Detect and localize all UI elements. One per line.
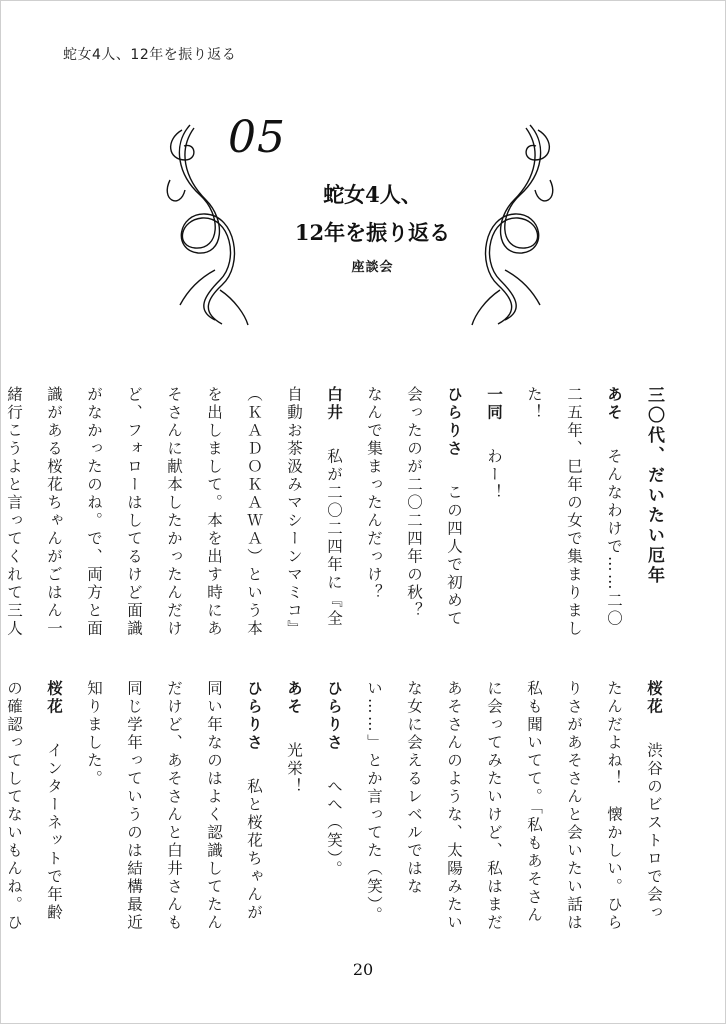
- speaker-name: ひらりさ: [245, 680, 264, 752]
- dialogue-line: [274, 680, 314, 932]
- dialogue-line: [474, 386, 514, 638]
- speaker-name: 白井: [325, 386, 344, 422]
- dialogue-text: この四人で初めて会ったのが二〇二四年の秋？ なんで集まったんだっけ？: [365, 386, 463, 638]
- dialogue-line: [354, 680, 674, 932]
- body-text-upper: [5, 386, 674, 638]
- dialogue-line: [354, 386, 474, 638]
- speaker-name: あそ: [285, 680, 304, 716]
- dialogue-text: 私が二〇二四年に『全自動お茶汲みマシーンマミコ』（ＫＡＤＯＫＡＷＡ）という本を出しまして。本を出す時にあそさんに献本したかったんだけど、フォローはしてるけど面識がなかったのね。で、両方と面識がある桜花ちゃんがごはん一緒行こうよと言ってくれて三人: [5, 386, 343, 638]
- speaker-name: あそ: [605, 386, 624, 422]
- speaker-name: 桜花: [645, 680, 664, 716]
- dialogue-line: [74, 680, 274, 932]
- chapter-title-line-1: 蛇女4人、: [323, 182, 422, 207]
- chapter-subtitle: 座談会: [351, 260, 394, 275]
- dialogue-text: 私と桜花ちゃんが同い年なのはよく認識してたんだけど、あそさんと白井さんも同じ学年っていうのは結構最近知りました。: [85, 680, 263, 932]
- chapter-title-line-2: 12年を振り返る: [294, 220, 451, 245]
- speaker-name: 桜花: [45, 680, 64, 716]
- dialogue-text: そんなわけで……二〇二五年、巳年の女で集まりました！: [525, 386, 623, 638]
- running-header: 蛇女4人、12年を振り返る: [63, 47, 237, 63]
- dialogue-text: わー！: [485, 448, 503, 502]
- body-text-lower: [5, 680, 674, 932]
- speaker-name: ひらりさ: [325, 680, 344, 752]
- dialogue-line: [0, 386, 354, 638]
- page-number: 20: [352, 960, 374, 979]
- dialogue-text: インターネットで年齢の確認ってしてないもんね。ひ: [5, 680, 63, 932]
- speaker-name: ひらりさ: [445, 386, 464, 458]
- dialogue-line: [514, 386, 634, 638]
- speaker-name: 一同: [485, 386, 504, 422]
- chapter-number: 05: [228, 112, 286, 163]
- dialogue-text: へへ（笑）。: [325, 778, 343, 879]
- dialogue-text: 渋谷のビストロで会ったんだよね！ 懐かしい。ひらりさがあそさんと会いたい話は私も聞いてて。「私もあそさんに会ってみたいけど、私はまだあそさんのような、太陽みたいな女に会えるレベルではない……」とか言ってた（笑）。: [365, 680, 663, 932]
- dialogue-text: 光栄！: [285, 742, 303, 796]
- dialogue-line: [0, 680, 74, 932]
- chapter-title: [250, 176, 495, 252]
- dialogue-line: [314, 680, 354, 932]
- section-heading: 三〇代、だいたい厄年: [644, 386, 664, 586]
